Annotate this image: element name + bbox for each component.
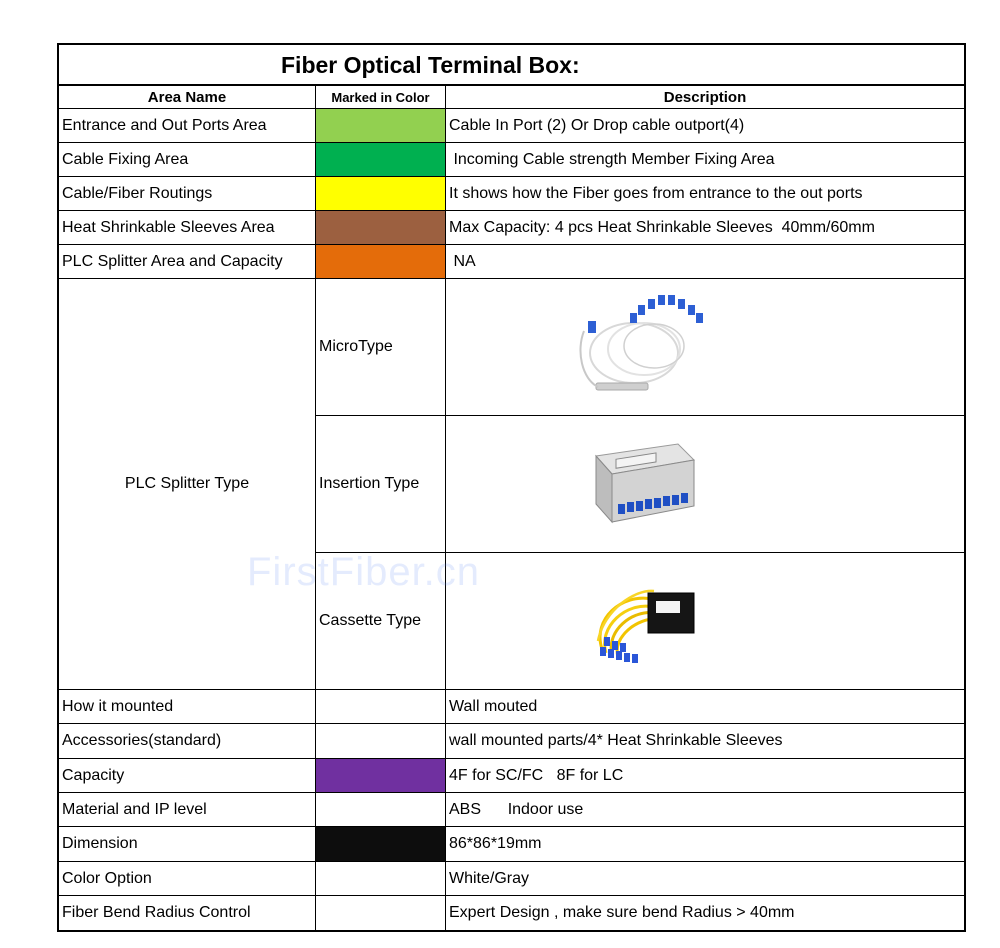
bottom-row-color-swatch-4 [316, 827, 446, 862]
bottom-row-color-swatch-6 [316, 896, 446, 930]
bottom-row-area-2: Capacity [59, 759, 316, 793]
top-row-color-swatch-0 [316, 109, 446, 143]
splitter-type-micro: MicroType [316, 279, 446, 416]
bottom-row-area-0: How it mounted [59, 690, 316, 724]
watermark: FirstFiber.cn [247, 550, 481, 594]
plc-splitter-type-label: PLC Splitter Type [59, 279, 316, 690]
bottom-row-description-6: Expert Design , make sure bend Radius > 40mm [449, 904, 795, 921]
top-row-color-swatch-3 [316, 211, 446, 245]
bottom-row-area-4: Dimension [59, 827, 316, 862]
header-marked-in-color: Marked in Color [316, 86, 446, 109]
bottom-row-description-3: ABS Indoor use [446, 793, 964, 827]
bottom-row-area-6: Fiber Bend Radius Control [59, 896, 316, 930]
header-area-name: Area Name [59, 86, 316, 109]
top-row-area-2: Cable/Fiber Routings [59, 177, 316, 211]
splitter-image-cell-insertion [446, 416, 964, 553]
bottom-row-description-2: 4F for SC/FC 8F for LC [446, 759, 964, 793]
bottom-row-area-1: Accessories(standard) [59, 724, 316, 759]
splitter-type-insertion: Insertion Type [316, 416, 446, 553]
bottom-row-description-5: White/Gray [446, 862, 964, 896]
bottom-row-description-4: 86*86*19mm [446, 827, 964, 862]
top-row-color-swatch-4 [316, 245, 446, 279]
cassette-plc-splitter-icon [592, 579, 702, 667]
bottom-row-area-3: Material and IP level [59, 793, 316, 827]
top-row-description-1: Incoming Cable strength Member Fixing Area [446, 143, 964, 177]
bottom-row-color-swatch-3 [316, 793, 446, 827]
top-row-description-0: Cable In Port (2) Or Drop cable outport(4) [446, 109, 964, 143]
top-row-description-3: Max Capacity: 4 pcs Heat Shrinkable Sleeves 40mm/60mm [446, 211, 964, 245]
bottom-row-description-0: Wall mouted [446, 690, 964, 724]
top-row-color-swatch-2 [316, 177, 446, 211]
top-row-area-3: Heat Shrinkable Sleeves Area [59, 211, 316, 245]
bottom-row-color-swatch-5 [316, 862, 446, 896]
header-description: Description [446, 86, 964, 109]
top-row-description-2: It shows how the Fiber goes from entrance to the out ports [446, 177, 964, 211]
bottom-row-color-swatch-0 [316, 690, 446, 724]
bottom-row-color-swatch-2 [316, 759, 446, 793]
splitter-image-cell-cassette [446, 553, 964, 690]
splitter-type-cassette: Cassette Type [316, 553, 446, 690]
micro-plc-splitter-icon [574, 291, 709, 403]
top-row-description-4: NA [446, 245, 964, 279]
top-row-area-0: Entrance and Out Ports Area [59, 109, 316, 143]
top-row-area-4: PLC Splitter Area and Capacity [59, 245, 316, 279]
splitter-image-cell-micro [446, 279, 964, 416]
table-title: Fiber Optical Terminal Box: [59, 45, 964, 86]
bottom-row-color-swatch-1 [316, 724, 446, 759]
insertion-plc-splitter-icon [586, 438, 701, 528]
bottom-row-description-1: wall mounted parts/4* Heat Shrinkable Sleeves [446, 724, 964, 759]
terminal-box-spec-table [57, 43, 966, 932]
top-row-area-1: Cable Fixing Area [59, 143, 316, 177]
bottom-row-area-5: Color Option [59, 862, 316, 896]
top-row-color-swatch-1 [316, 143, 446, 177]
